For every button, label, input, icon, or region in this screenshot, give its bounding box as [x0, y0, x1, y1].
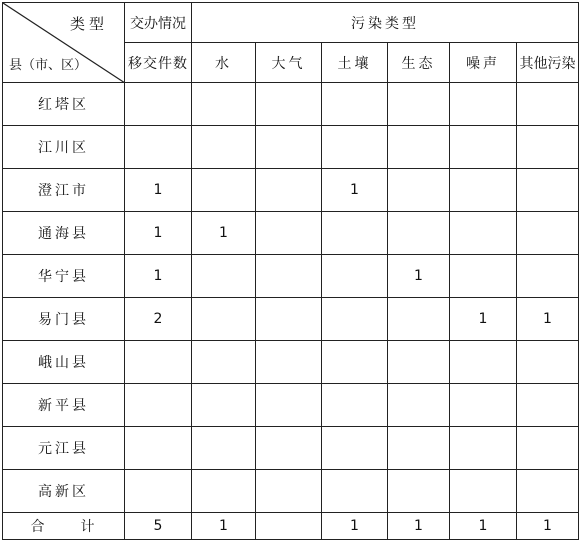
total-ecology: 1: [388, 513, 450, 540]
cell-air: [256, 427, 322, 470]
cell-noise: [450, 341, 517, 384]
table-row: [3, 384, 579, 427]
cell-air: [256, 384, 322, 427]
cell-other: [517, 255, 579, 298]
county-name: 红塔区: [3, 83, 125, 126]
total-row: [3, 513, 579, 540]
cell-air: [256, 126, 322, 169]
cell-ecology: [388, 427, 450, 470]
cell-noise: [450, 384, 517, 427]
cell-noise: [450, 212, 517, 255]
type-air-header: 大气: [256, 43, 322, 83]
cell-noise: [450, 470, 517, 513]
cell-noise: 1: [450, 298, 517, 341]
corner-header-cell: [3, 3, 125, 83]
table-row: [3, 212, 579, 255]
handover-count: 1: [125, 212, 192, 255]
cell-soil: 1: [322, 169, 388, 212]
total-other: 1: [517, 513, 579, 540]
cell-soil: [322, 212, 388, 255]
handover-count: 1: [125, 169, 192, 212]
cell-water: [192, 470, 256, 513]
cell-air: [256, 83, 322, 126]
cell-soil: [322, 83, 388, 126]
table-row: [3, 169, 579, 212]
cell-water: [192, 169, 256, 212]
cell-soil: [322, 470, 388, 513]
cell-ecology: [388, 83, 450, 126]
total-soil: 1: [322, 513, 388, 540]
cell-air: [256, 255, 322, 298]
cell-ecology: [388, 470, 450, 513]
total-count: 5: [125, 513, 192, 540]
cell-air: [256, 470, 322, 513]
county-name: 澄江市: [3, 169, 125, 212]
cell-noise: [450, 427, 517, 470]
county-name: 易门县: [3, 298, 125, 341]
cell-water: 1: [192, 212, 256, 255]
cell-soil: [322, 255, 388, 298]
handover-count: 2: [125, 298, 192, 341]
cell-soil: [322, 427, 388, 470]
cell-air: [256, 341, 322, 384]
cell-water: [192, 83, 256, 126]
cell-other: [517, 427, 579, 470]
cell-other: [517, 169, 579, 212]
county-name: 华宁县: [3, 255, 125, 298]
cell-noise: [450, 126, 517, 169]
cell-other: 1: [517, 298, 579, 341]
cell-soil: [322, 341, 388, 384]
handover-count: [125, 341, 192, 384]
cell-ecology: [388, 126, 450, 169]
cell-water: [192, 427, 256, 470]
cell-other: [517, 126, 579, 169]
cell-noise: [450, 169, 517, 212]
cell-water: [192, 341, 256, 384]
cell-ecology: [388, 298, 450, 341]
cell-noise: [450, 255, 517, 298]
handover-count: [125, 384, 192, 427]
total-water: 1: [192, 513, 256, 540]
type-soil-header: 土壤: [322, 43, 388, 83]
handover-header: 交办情况: [125, 3, 192, 43]
handover-count: [125, 83, 192, 126]
type-ecology-header: 生态: [388, 43, 450, 83]
county-name: 高新区: [3, 470, 125, 513]
cell-other: [517, 470, 579, 513]
cell-other: [517, 384, 579, 427]
handover-count: [125, 470, 192, 513]
cell-ecology: 1: [388, 255, 450, 298]
total-air: [256, 513, 322, 540]
corner-type-label: 类型: [69, 15, 108, 33]
table-row: [3, 83, 579, 126]
cell-ecology: [388, 169, 450, 212]
total-noise: 1: [450, 513, 517, 540]
cell-air: [256, 212, 322, 255]
pollution-type-header: 污染类型: [192, 3, 579, 43]
county-name: 江川区: [3, 126, 125, 169]
cell-air: [256, 298, 322, 341]
cell-noise: [450, 83, 517, 126]
cell-ecology: [388, 341, 450, 384]
county-name: 新平县: [3, 384, 125, 427]
type-water-header: 水: [192, 43, 256, 83]
total-label: 合 计: [3, 513, 125, 540]
cell-water: [192, 384, 256, 427]
table-row: [3, 126, 579, 169]
pollution-handover-table: [2, 2, 579, 540]
cell-other: [517, 212, 579, 255]
table-row: [3, 427, 579, 470]
cell-water: [192, 126, 256, 169]
cell-ecology: [388, 384, 450, 427]
county-name: 元江县: [3, 427, 125, 470]
corner-county-label: 县（市、区）: [9, 58, 88, 73]
type-other-header: 其他污染: [517, 43, 579, 83]
handover-count: 1: [125, 255, 192, 298]
table-row: [3, 255, 579, 298]
cell-other: [517, 341, 579, 384]
table-row: [3, 470, 579, 513]
handover-count: [125, 126, 192, 169]
cell-soil: [322, 384, 388, 427]
table-row: [3, 298, 579, 341]
cell-soil: [322, 126, 388, 169]
cell-water: [192, 298, 256, 341]
county-name: 峨山县: [3, 341, 125, 384]
handover-count-header: 移交件数: [125, 43, 192, 83]
cell-other: [517, 83, 579, 126]
handover-count: [125, 427, 192, 470]
type-noise-header: 噪声: [450, 43, 517, 83]
cell-air: [256, 169, 322, 212]
table-row: [3, 341, 579, 384]
county-name: 通海县: [3, 212, 125, 255]
cell-soil: [322, 298, 388, 341]
cell-water: [192, 255, 256, 298]
cell-ecology: [388, 212, 450, 255]
